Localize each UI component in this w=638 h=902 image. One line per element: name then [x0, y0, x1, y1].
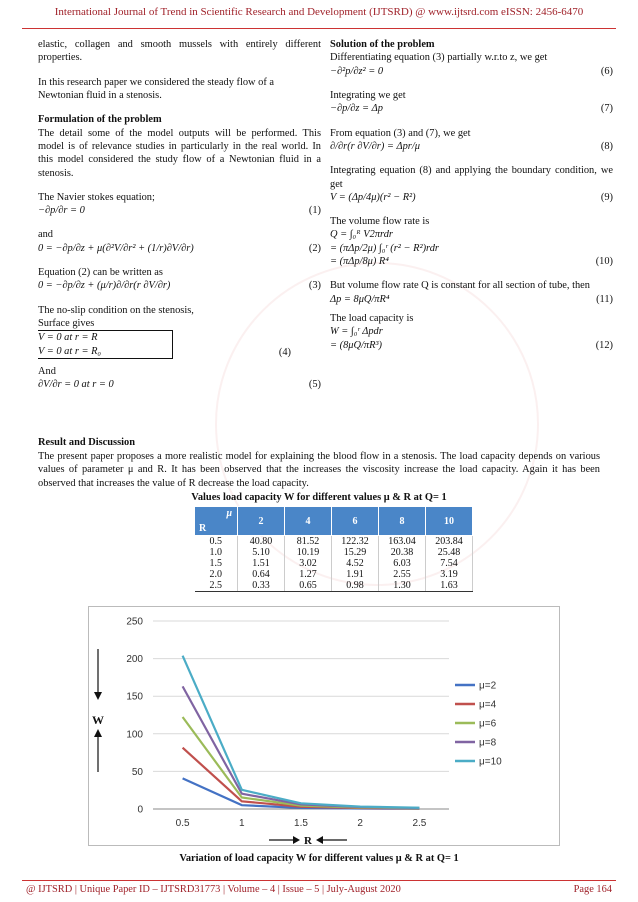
x-tick-label: 1 — [239, 818, 245, 829]
equation-3 — [38, 279, 321, 292]
table-row — [195, 547, 473, 558]
table-cell: 3.02 — [285, 558, 332, 569]
x-arrow-left-head — [316, 836, 323, 844]
equation-8-expr: ∂/∂r(r ∂V/∂r) = Δpr/μ — [330, 140, 420, 152]
equation-2-expr: 0 = −∂p/∂z + μ(∂²V/∂r² + (1/r)∂V/∂r) — [38, 242, 194, 254]
table-cell-r: 2.0 — [195, 569, 238, 580]
y-tick-label: 200 — [126, 654, 143, 666]
equation-8 — [330, 140, 613, 153]
right-column — [330, 38, 613, 352]
table-cell: 7.54 — [426, 558, 473, 569]
equation-1-expr: −∂p/∂r = 0 — [38, 205, 85, 217]
boundary-conditions-bracket — [38, 330, 173, 359]
table-cell-r: 1.5 — [195, 558, 238, 569]
equation-7 — [330, 102, 613, 115]
equation-5-number: (5) — [308, 379, 321, 391]
surface-text: Surface gives — [38, 318, 95, 329]
load-capacity-chart — [89, 607, 559, 845]
equation-4-number: (4) — [278, 346, 291, 358]
table-cell-r: 2.5 — [195, 580, 238, 592]
x-axis-label: R — [304, 835, 312, 845]
table-cell: 5.10 — [238, 547, 285, 558]
equation-12-number: (12) — [595, 339, 613, 351]
table-caption: Values load capacity W for different values μ & R at Q= 1 — [191, 492, 447, 503]
corner-mu-label: μ — [226, 508, 232, 519]
equation-10-number: (10) — [595, 256, 613, 268]
table-cell: 1.30 — [379, 580, 426, 592]
x-tick-label: 2.5 — [412, 818, 427, 829]
equation-5-expr: ∂V/∂r = 0 at r = 0 — [38, 379, 114, 391]
intro-paragraph: elastic, collagen and smooth mussels with entirely different properties. — [38, 39, 321, 64]
table-cell: 6.03 — [379, 558, 426, 569]
table-header-cell: 2 — [238, 507, 285, 536]
table-cell: 1.27 — [285, 569, 332, 580]
legend-label: μ=2 — [479, 680, 497, 692]
y-tick-label: 150 — [126, 691, 143, 703]
table-cell: 3.19 — [426, 569, 473, 580]
page-number: Page 164 — [573, 884, 612, 895]
load-capacity-text: The load capacity is — [330, 313, 414, 324]
bc-1: V = 0 at r = R — [38, 332, 98, 344]
legend-label: μ=4 — [479, 699, 497, 711]
equation-12a — [330, 325, 613, 338]
equation-10c-expr: = (πΔp/8μ) R⁴ — [330, 256, 389, 268]
footer-info: @ IJTSRD | Unique Paper ID – IJTSRD31773 | Volume – 4 | Issue – 5 | July-August 2020 — [26, 884, 401, 895]
y-tick-label: 50 — [131, 766, 143, 778]
table-header-cell: 10 — [426, 507, 473, 536]
equation-11-number: (11) — [596, 293, 613, 305]
y-axis-label: W — [92, 713, 104, 727]
y-tick-label: 250 — [126, 616, 143, 628]
table-cell: 1.91 — [332, 569, 379, 580]
equation-7-expr: −∂p/∂z = Δp — [330, 103, 383, 115]
legend-label: μ=10 — [479, 756, 502, 768]
table-cell: 40.80 — [238, 536, 285, 548]
equation-10 — [330, 255, 613, 268]
integrating-boundary-text: Integrating equation (8) and applying the boundary condition, we get — [330, 165, 613, 190]
equation-3-number: (3) — [308, 280, 321, 292]
equation-3-expr: 0 = −∂p/∂z + (μ/r)∂/∂r(r ∂V/∂r) — [38, 280, 171, 292]
equation-11 — [330, 293, 613, 306]
x-tick-label: 1.5 — [294, 818, 308, 829]
equation-2 — [38, 242, 321, 255]
navier-stokes-intro: The Navier stokes equation; — [38, 191, 155, 203]
equation-10a-expr: Q = ∫₀ᴿ V2πrdr — [330, 229, 393, 241]
table-cell: 122.32 — [332, 536, 379, 548]
table-row — [195, 580, 473, 592]
solution-heading: Solution of the problem — [330, 39, 435, 50]
from-equation-text: From equation (3) and (7), we get — [330, 127, 471, 139]
equation-7-number: (7) — [600, 103, 613, 115]
series-line — [183, 748, 420, 809]
table-cell-r: 0.5 — [195, 536, 238, 548]
table-cell: 25.48 — [426, 547, 473, 558]
equation-12b-expr: = (8μQ/πR³) — [330, 339, 382, 351]
x-tick-label: 2 — [357, 818, 363, 829]
equation-12 — [330, 339, 613, 352]
equation-10a — [330, 228, 613, 241]
y-tick-label: 100 — [126, 729, 143, 741]
chart-caption: Variation of load capacity W for different values μ & R at Q= 1 — [179, 853, 459, 864]
table-cell: 163.04 — [379, 536, 426, 548]
y-tick-label: 0 — [137, 804, 143, 816]
legend-label: μ=8 — [479, 737, 497, 749]
table-cell: 0.64 — [238, 569, 285, 580]
table-cell: 203.84 — [426, 536, 473, 548]
table-cell: 81.52 — [285, 536, 332, 548]
table-row — [195, 569, 473, 580]
table-cell: 0.33 — [238, 580, 285, 592]
legend-label: μ=6 — [479, 718, 497, 730]
equation-10b — [330, 242, 613, 255]
and-label-2: And — [38, 365, 56, 377]
table-header-cell: 4 — [285, 507, 332, 536]
paragraph-research: In this research paper we considered the steady flow of a Newtonian fluid in a stenosis. — [38, 76, 275, 101]
integrating-text: Integrating we get — [330, 89, 406, 101]
constant-flow-text: But volume flow rate Q is constant for all section of tube, then — [330, 280, 590, 292]
equation-6-expr: −∂²p/∂z² = 0 — [330, 65, 384, 77]
results-heading: Result and Discussion — [38, 437, 136, 448]
equation-1 — [38, 204, 321, 217]
table-row — [195, 536, 473, 548]
corner-r-label: R — [199, 523, 207, 534]
table-header-cell: 8 — [379, 507, 426, 536]
y-arrow-down-head — [94, 692, 102, 700]
equation-11-expr: Δp = 8μQ/πR⁴ — [330, 293, 390, 305]
series-line — [183, 686, 420, 808]
load-capacity-table — [194, 506, 473, 592]
equation-10b-expr: = (πΔp/2μ) ∫₀ʳ (r² − R²)rdr — [330, 242, 439, 254]
table-header-row — [195, 507, 473, 536]
x-arrow-right-head — [293, 836, 300, 844]
table-cell: 15.29 — [332, 547, 379, 558]
table-cell: 4.52 — [332, 558, 379, 569]
header-rule — [22, 28, 616, 29]
results-section — [38, 436, 600, 491]
table-cell: 0.98 — [332, 580, 379, 592]
equation-9-number: (9) — [600, 191, 613, 203]
differentiating-text: Differentiating equation (3) partially w.r.to z, we get — [330, 52, 548, 64]
table-cell: 2.55 — [379, 569, 426, 580]
formulation-heading: Formulation of the problem — [38, 114, 162, 126]
volume-flow-text: The volume flow rate is — [330, 216, 430, 228]
page-footer — [26, 884, 612, 895]
table-cell: 20.38 — [379, 547, 426, 558]
equation-9-expr: V = (Δp/4μ)(r² − R²) — [330, 191, 416, 203]
table-cell-r: 1.0 — [195, 547, 238, 558]
equation-8-number: (8) — [600, 140, 613, 152]
chart-frame — [88, 606, 560, 846]
equation-6 — [330, 65, 613, 78]
results-text: The present paper proposes a more realistic model for explaining the blood flow in a stenosis. The load capacity depends on various values of parameter μ and R. It has been observed that the increases the viscosity increase the load capacity. Again it has been observed that increases the value of R decrease the load capacity. — [38, 450, 600, 490]
table-header-cell: 6 — [332, 507, 379, 536]
table-cell: 0.65 — [285, 580, 332, 592]
table-cell: 1.51 — [238, 558, 285, 569]
journal-header: International Journal of Trend in Scientific Research and Development (IJTSRD) @ www.ijtsrd.com eISSN: 2456-6470 — [54, 6, 584, 18]
equation-6-number: (6) — [600, 65, 613, 77]
equation-12a-expr: W = ∫₀ʳ Δpdr — [330, 326, 383, 338]
table-cell: 10.19 — [285, 547, 332, 558]
equation-4 — [38, 330, 321, 359]
equation-1-number: (1) — [308, 205, 321, 217]
equation-2-intro: Equation (2) can be written as — [38, 267, 163, 279]
y-arrow-up-head — [94, 729, 102, 737]
table-row — [195, 558, 473, 569]
table-corner-cell — [195, 507, 238, 536]
x-tick-label: 0.5 — [175, 818, 190, 829]
formulation-text: The detail some of the model outputs will be performed. This model is of relevance studies in particularly in the real world. In this model considered the study flow of a Newtonian fluid in a stenosis. — [38, 127, 321, 179]
noslip-text: The no-slip condition on the stenosis, — [38, 304, 194, 316]
equation-2-number: (2) — [308, 242, 321, 254]
footer-rule — [22, 880, 616, 881]
and-label: and — [38, 229, 54, 241]
bc-2: V = 0 at r = R₀ — [38, 345, 102, 357]
table-cell: 1.63 — [426, 580, 473, 592]
equation-9 — [330, 191, 613, 204]
series-line — [183, 656, 420, 808]
left-column — [38, 38, 321, 392]
equation-5 — [38, 378, 321, 391]
